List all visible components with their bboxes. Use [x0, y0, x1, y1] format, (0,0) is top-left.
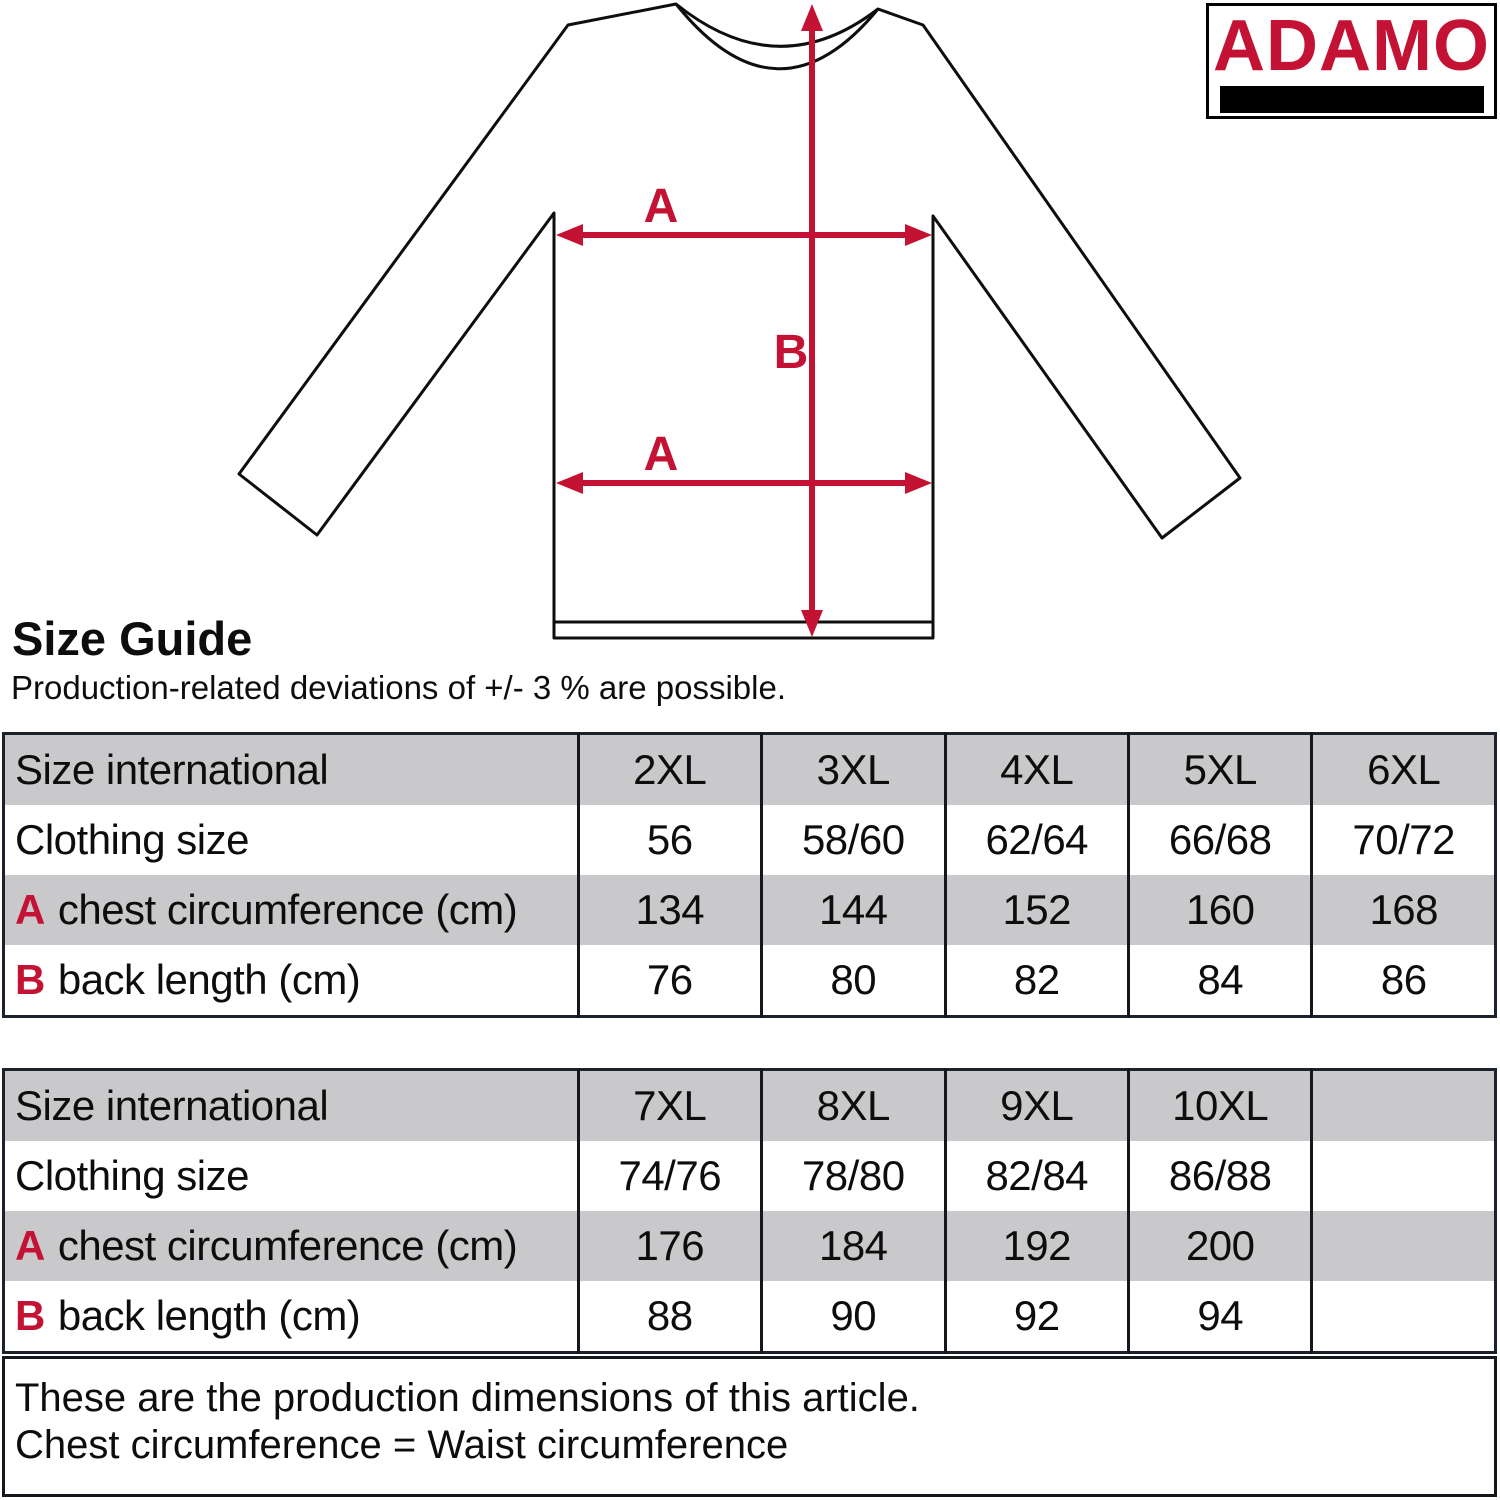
cell-value: 70/72	[1312, 805, 1496, 875]
cell-value: 3XL	[762, 734, 945, 806]
cell-value: 80	[762, 945, 945, 1017]
cell-value: 82	[945, 945, 1128, 1017]
table-row	[4, 1070, 1496, 1142]
production-note	[2, 1356, 1497, 1497]
row-label	[4, 1070, 579, 1142]
cell-value: 56	[578, 805, 761, 875]
table-row	[4, 1141, 1496, 1211]
note-line-2: Chest circumference = Waist circumference	[15, 1423, 789, 1467]
size-table-2	[2, 1068, 1497, 1354]
cell-value: 82/84	[945, 1141, 1128, 1211]
shirt-outline	[239, 4, 1240, 638]
cell-value: 192	[945, 1211, 1128, 1281]
cell-value: 6XL	[1312, 734, 1496, 806]
cell-value	[1312, 1070, 1496, 1142]
cell-value: 184	[762, 1211, 945, 1281]
cell-value: 74/76	[578, 1141, 761, 1211]
cell-value: 92	[945, 1281, 1128, 1353]
deviation-note: Production-related deviations of +/- 3 % are possible.	[11, 669, 787, 706]
cell-value: 78/80	[762, 1141, 945, 1211]
row-label	[4, 945, 579, 1017]
row-label	[4, 734, 579, 806]
cell-value: 7XL	[578, 1070, 761, 1142]
cell-value: 88	[578, 1281, 761, 1353]
row-label	[4, 1141, 579, 1211]
cell-value: 160	[1128, 875, 1311, 945]
table-row	[4, 1211, 1496, 1281]
cell-value: 2XL	[578, 734, 761, 806]
cell-value: 168	[1312, 875, 1496, 945]
cell-value: 58/60	[762, 805, 945, 875]
cell-value: 134	[578, 875, 761, 945]
cell-value: 84	[1128, 945, 1311, 1017]
measurement-label-a-upper: A	[643, 180, 679, 233]
cell-value: 86	[1312, 945, 1496, 1017]
row-label-text: Clothing size	[15, 1152, 249, 1199]
cell-value: 66/68	[1128, 805, 1311, 875]
row-label	[4, 1211, 579, 1281]
table-row	[4, 875, 1496, 945]
cell-value	[1312, 1281, 1496, 1353]
table-row	[4, 945, 1496, 1017]
cell-value: 5XL	[1128, 734, 1311, 806]
size-table-1	[2, 732, 1497, 1018]
measure-letter: B	[15, 1292, 45, 1339]
cell-value: 86/88	[1128, 1141, 1311, 1211]
row-label-text: Size international	[15, 746, 329, 793]
row-label-text: Size international	[15, 1082, 329, 1129]
table-row	[4, 734, 1496, 806]
row-label	[4, 805, 579, 875]
row-label-text: Clothing size	[15, 816, 249, 863]
measure-letter: B	[15, 956, 45, 1003]
row-label-text: back length (cm)	[57, 956, 361, 1003]
cell-value: 94	[1128, 1281, 1311, 1353]
cell-value: 76	[578, 945, 761, 1017]
note-line-1: These are the production dimensions of this article.	[15, 1376, 920, 1420]
row-label	[4, 875, 579, 945]
measure-letter: A	[15, 886, 45, 933]
adamo-logo	[1206, 3, 1497, 119]
cell-value: 4XL	[945, 734, 1128, 806]
cell-value: 152	[945, 875, 1128, 945]
cell-value: 9XL	[945, 1070, 1128, 1142]
table-row	[4, 1281, 1496, 1353]
cell-value: 200	[1128, 1211, 1311, 1281]
row-label-text: chest circumference (cm)	[57, 1222, 518, 1269]
measurement-label-b: B	[773, 326, 809, 379]
page-title: Size Guide	[12, 612, 253, 665]
cell-value: 8XL	[762, 1070, 945, 1142]
row-label-text: back length (cm)	[57, 1292, 361, 1339]
row-label-text: chest circumference (cm)	[57, 886, 518, 933]
table-row	[4, 805, 1496, 875]
row-label	[4, 1281, 579, 1353]
cell-value	[1312, 1211, 1496, 1281]
cell-value: 90	[762, 1281, 945, 1353]
measurement-label-a-lower: A	[643, 428, 679, 481]
cell-value: 144	[762, 875, 945, 945]
measure-letter: A	[15, 1222, 45, 1269]
cell-value: 176	[578, 1211, 761, 1281]
cell-value: 10XL	[1128, 1070, 1311, 1142]
cell-value	[1312, 1141, 1496, 1211]
logo-black-bar	[1220, 86, 1484, 113]
cell-value: 62/64	[945, 805, 1128, 875]
logo-text: ADAMO	[1213, 6, 1490, 86]
